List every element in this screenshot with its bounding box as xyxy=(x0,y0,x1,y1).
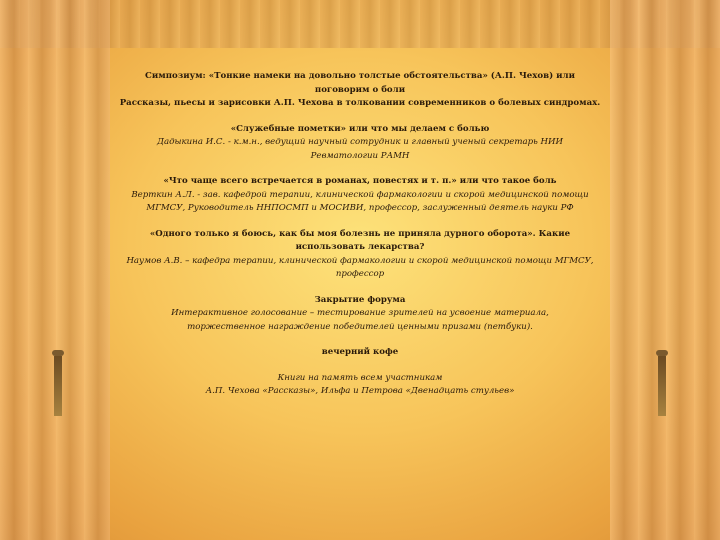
block-detail-line: торжественное награждение победителей ценными призами (петбуки). xyxy=(187,321,533,332)
program-block xyxy=(96,70,624,111)
program-block xyxy=(96,123,624,164)
program-block xyxy=(96,346,624,360)
block-detail-line: профессор xyxy=(335,269,385,279)
block-detail-line: Ревматологии РАМН xyxy=(310,150,410,161)
program-block xyxy=(96,228,624,282)
block-heading-line: «Одного только я боюсь, как бы моя болезнь не приняла дурного оборота». Какие xyxy=(149,228,571,239)
block-detail-line: МГМСУ, Руководитель ННПОСМП и МОСИВИ, профессор, заслуженный деятель науки РФ xyxy=(146,203,574,213)
tassel-right xyxy=(658,356,666,416)
program-block xyxy=(96,372,624,399)
program-block xyxy=(96,294,624,335)
program-block xyxy=(96,175,624,216)
program-text xyxy=(96,70,624,411)
block-detail-line: А.П. Чехова «Рассказы», Ильфа и Петрова «Двенадцать стульев» xyxy=(205,386,515,396)
curtain-right xyxy=(610,0,720,540)
block-detail-line: Дадыкина И.С. - к.м.н., ведущий научный сотрудник и главный ученый секретарь НИИ xyxy=(156,137,564,147)
block-detail-line: Книги на память всем участникам xyxy=(277,372,443,383)
block-heading-line: Рассказы, пьесы и зарисовки А.П. Чехова в толковании современников о болевых синдромах. xyxy=(119,98,601,108)
block-heading-line: «Что чаще всего встречается в романах, повестях и т. п.» или что такое боль xyxy=(163,176,557,186)
block-heading-line: использовать лекарства? xyxy=(295,242,425,252)
block-heading-line: Закрытие форума xyxy=(314,294,406,305)
curtain-left xyxy=(0,0,110,540)
block-heading-line: Симпозиум: «Тонкие намеки на довольно толстые обстоятельства» (А.П. Чехов) или xyxy=(145,71,575,81)
block-detail-line: Наумов А.В. – кафедра терапии, клинической фармакологии и скорой медицинской помощи МГМСУ, xyxy=(126,255,594,266)
block-detail-line: Интерактивное голосование – тестирование зрителей на усвоение материала, xyxy=(171,308,549,318)
block-heading-line: «Служебные пометки» или что мы делаем с болью xyxy=(230,123,490,134)
block-heading-line: вечерний кофе xyxy=(321,347,399,357)
block-heading-line: поговорим о боли xyxy=(314,84,406,95)
block-detail-line: Верткин А.Л. - зав. кафедрой терапии, клинической фармакологии и скорой медицинской помощи xyxy=(131,189,589,200)
tassel-left xyxy=(54,356,62,416)
